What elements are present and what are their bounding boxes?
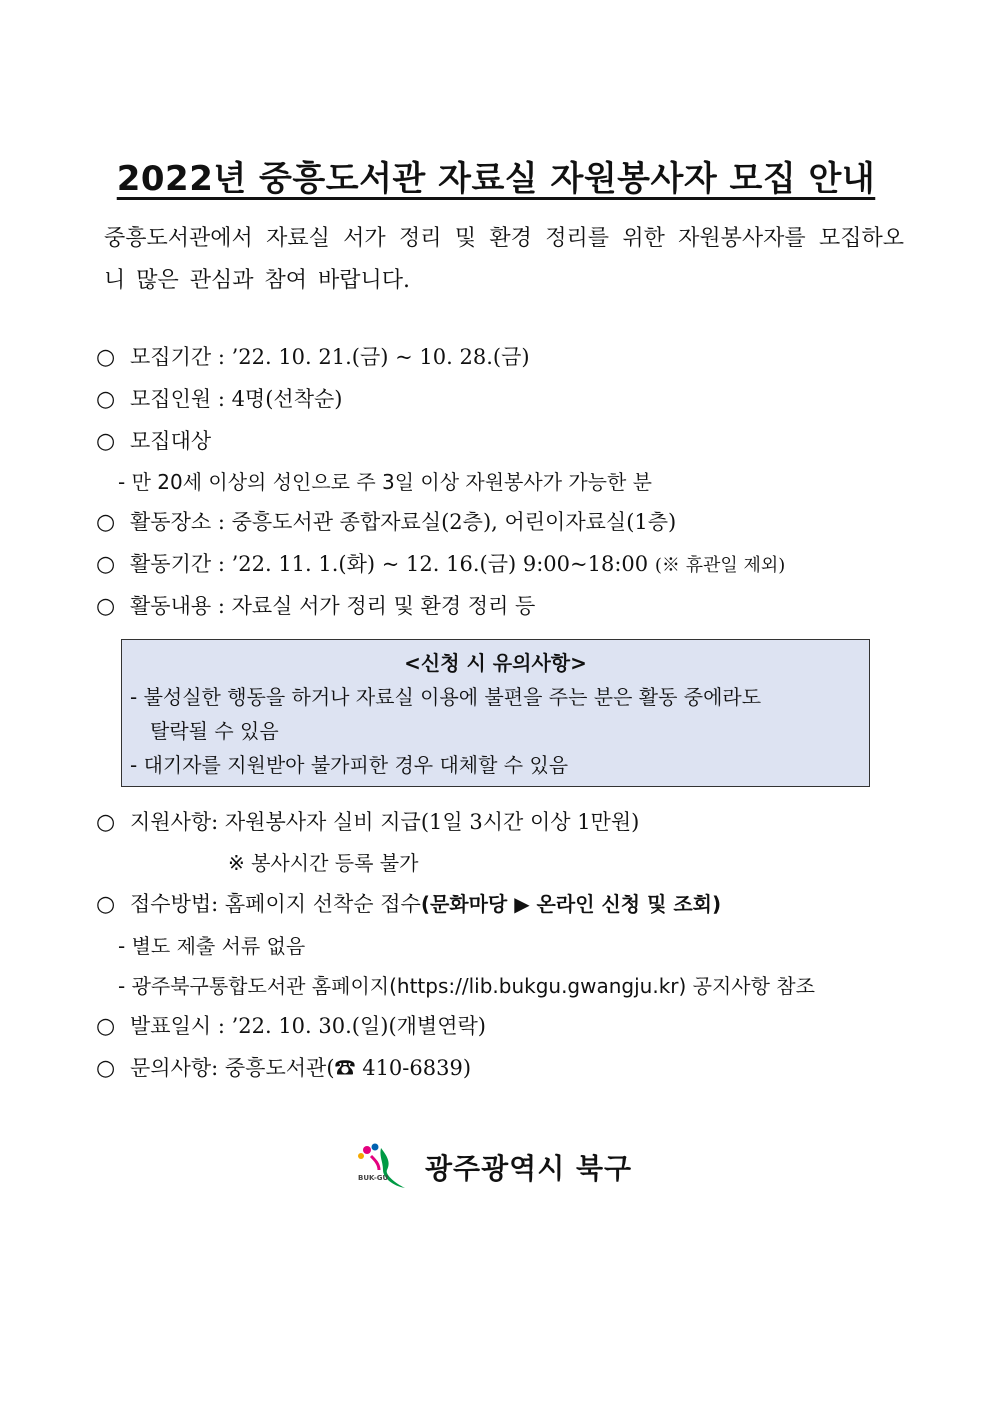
holiday-note: (※ 휴관일 제외): [654, 555, 786, 576]
bukgu-logo-icon: [357, 1142, 409, 1192]
notice-box: [121, 639, 870, 787]
svg-text:BUK-GU: BUK-GU: [358, 1174, 389, 1182]
notice-line-1: - 불성실한 행동을 하거나 자료실 이용에 불편을 주는 분은 활동 중에라도: [130, 685, 762, 709]
apply-path: (문화마당 ▶ 온라인 신청 및 조회): [420, 892, 722, 916]
intro-paragraph: 중흥도서관에서 자료실 서가 정리 및 환경 정리를 위한 자원봉사자를 모집하오니 많은 관심과 참여 바랍니다.: [104, 226, 904, 293]
support-note: ※ 봉사시간 등록 불가: [228, 851, 419, 875]
item-recruit-period: ○ 모집기간 : ’22. 10. 21.(금) ~ 10. 28.(금): [96, 342, 530, 373]
notice-box-title: <신청 시 유의사항>: [404, 651, 587, 675]
bullet-circle: ○: [96, 892, 116, 917]
item-contact: ○ 문의사항: 중흥도서관(☎ 410-6839): [96, 1053, 471, 1084]
item-apply-method: ○ 접수방법: 홈페이지 선착순 접수(문화마당 ▶ 온라인 신청 및 조회): [96, 889, 721, 920]
bullet-circle: ○: [96, 387, 116, 412]
bullet-circle: ○: [96, 1014, 116, 1039]
item-target-detail: - 만 20세 이상의 성인으로 주 3일 이상 자원봉사가 가능한 분: [118, 470, 653, 494]
bullet-circle: ○: [96, 810, 116, 835]
bullet-circle: ○: [96, 345, 116, 370]
bullet-circle: ○: [96, 510, 116, 535]
notice-line-2: 탈락될 수 있음: [150, 719, 279, 743]
page-title: 2022년 중흥도서관 자료실 자원봉사자 모집 안내: [116, 159, 876, 199]
item-activity-place: ○ 활동장소 : 중흥도서관 종합자료실(2층), 어린이자료실(1층): [96, 507, 676, 538]
item-announcement: ○ 발표일시 : ’22. 10. 30.(일)(개별연락): [96, 1011, 486, 1042]
bullet-circle: ○: [96, 594, 116, 619]
item-activity-period: ○ 활동기간 : ’22. 11. 1.(화) ~ 12. 16.(금) 9:00~18:00 (※ 휴관일 제외): [96, 549, 785, 581]
notice-line-3: - 대기자를 지원받아 불가피한 경우 대체할 수 있음: [130, 753, 569, 777]
footer: [357, 1142, 632, 1192]
phone-icon: ☎: [334, 1056, 356, 1080]
bullet-circle: ○: [96, 429, 116, 454]
organization-name: 광주광역시 북구: [425, 1152, 633, 1185]
bullet-circle: ○: [96, 1056, 116, 1081]
apply-detail-1: - 별도 제출 서류 없음: [118, 934, 306, 958]
item-recruit-target: ○ 모집대상: [96, 426, 211, 457]
apply-detail-2: - 광주북구통합도서관 홈페이지(https://lib.bukgu.gwangju.kr) 공지사항 참조: [118, 974, 815, 998]
bullet-circle: ○: [96, 552, 116, 577]
item-activity-content: ○ 활동내용 : 자료실 서가 정리 및 환경 정리 등: [96, 591, 535, 622]
item-recruit-count: ○ 모집인원 : 4명(선착순): [96, 384, 342, 415]
item-support: ○ 지원사항: 자원봉사자 실비 지급(1일 3시간 이상 1만원): [96, 807, 639, 838]
